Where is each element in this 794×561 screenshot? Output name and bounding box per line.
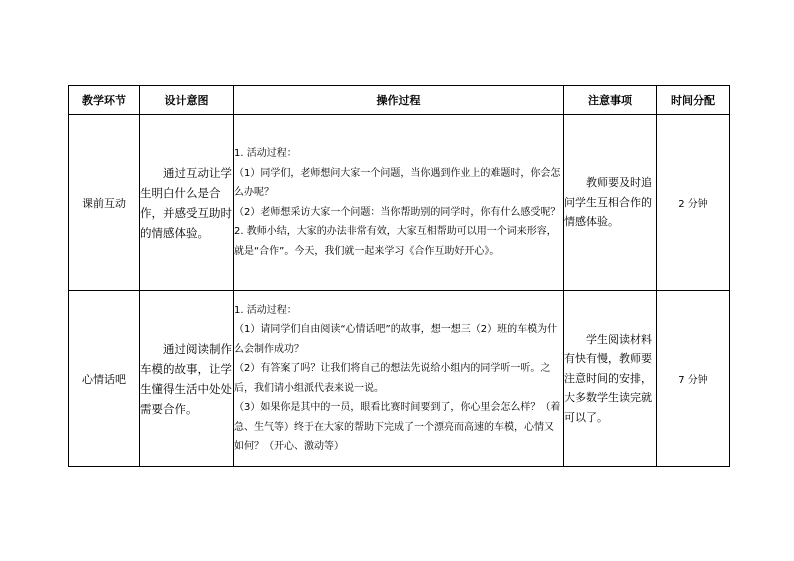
note-text: 教师要及时追问学生互相合作的情感体验。 xyxy=(564,176,652,229)
process-line: （3）如果你是其中的一员，眼看比赛时间要到了，你心里会怎么样？（着急、生气等）终于在大家的帮助下完成了一个漂亮而高速的车模，心情又如何？（开心、激动等） xyxy=(234,402,561,452)
header-process: 操作过程 xyxy=(234,86,564,115)
stage-cell: 心情话吧 xyxy=(69,291,140,467)
process-line: （2）有答案了吗？让我们将自己的想法先说给小组内的同学听一听。之后，我们请小组派代表来说一说。 xyxy=(234,363,551,394)
process-line: （1）同学们，老师想问大家一个问题，当你遇到作业上的难题时，你会怎么办呢？ xyxy=(234,167,561,198)
note-text: 学生阅读材料有快有慢，教师要注意时间的安排，大多数学生读完就可以了。 xyxy=(564,332,652,424)
stage-cell: 课前互动 xyxy=(69,115,140,291)
process-cell xyxy=(234,291,564,467)
table-row xyxy=(69,115,730,291)
process-line: （2）老师想采访大家一个问题：当你帮助别的同学时，你有什么感受呢？ xyxy=(234,206,561,218)
intent-cell xyxy=(140,291,234,467)
process-line: 2. 教师小结，大家的办法非常有效，大家互相帮助可以用一个词来形容，就是“合作”。今天，我们就一起来学习《合作互助好开心》。 xyxy=(234,226,557,257)
header-stage: 教学环节 xyxy=(69,86,140,115)
process-line: （1）请同学们自由阅读“心情话吧”的故事，想一想三（2）班的车模为什么会制作成功？ xyxy=(234,324,558,355)
intent-text: 通过阅读制作车模的故事，让学生懂得生活中处处需要合作。 xyxy=(140,341,232,416)
header-time: 时间分配 xyxy=(657,86,730,115)
lesson-plan-table xyxy=(68,85,730,467)
note-cell xyxy=(564,115,657,291)
time-cell: 7 分钟 xyxy=(657,291,730,467)
header-row xyxy=(69,86,730,115)
intent-text: 通过互动让学生明白什么是合作，并感受互助时的情感体验。 xyxy=(140,165,232,240)
header-intent: 设计意图 xyxy=(140,86,234,115)
header-notes: 注意事项 xyxy=(564,86,657,115)
intent-cell xyxy=(140,115,234,291)
table-row xyxy=(69,291,730,467)
process-line: 1. 活动过程： xyxy=(234,148,297,159)
time-cell: 2 分钟 xyxy=(657,115,730,291)
process-cell xyxy=(234,115,564,291)
note-cell xyxy=(564,291,657,467)
process-line: 1. 活动过程： xyxy=(234,304,297,316)
